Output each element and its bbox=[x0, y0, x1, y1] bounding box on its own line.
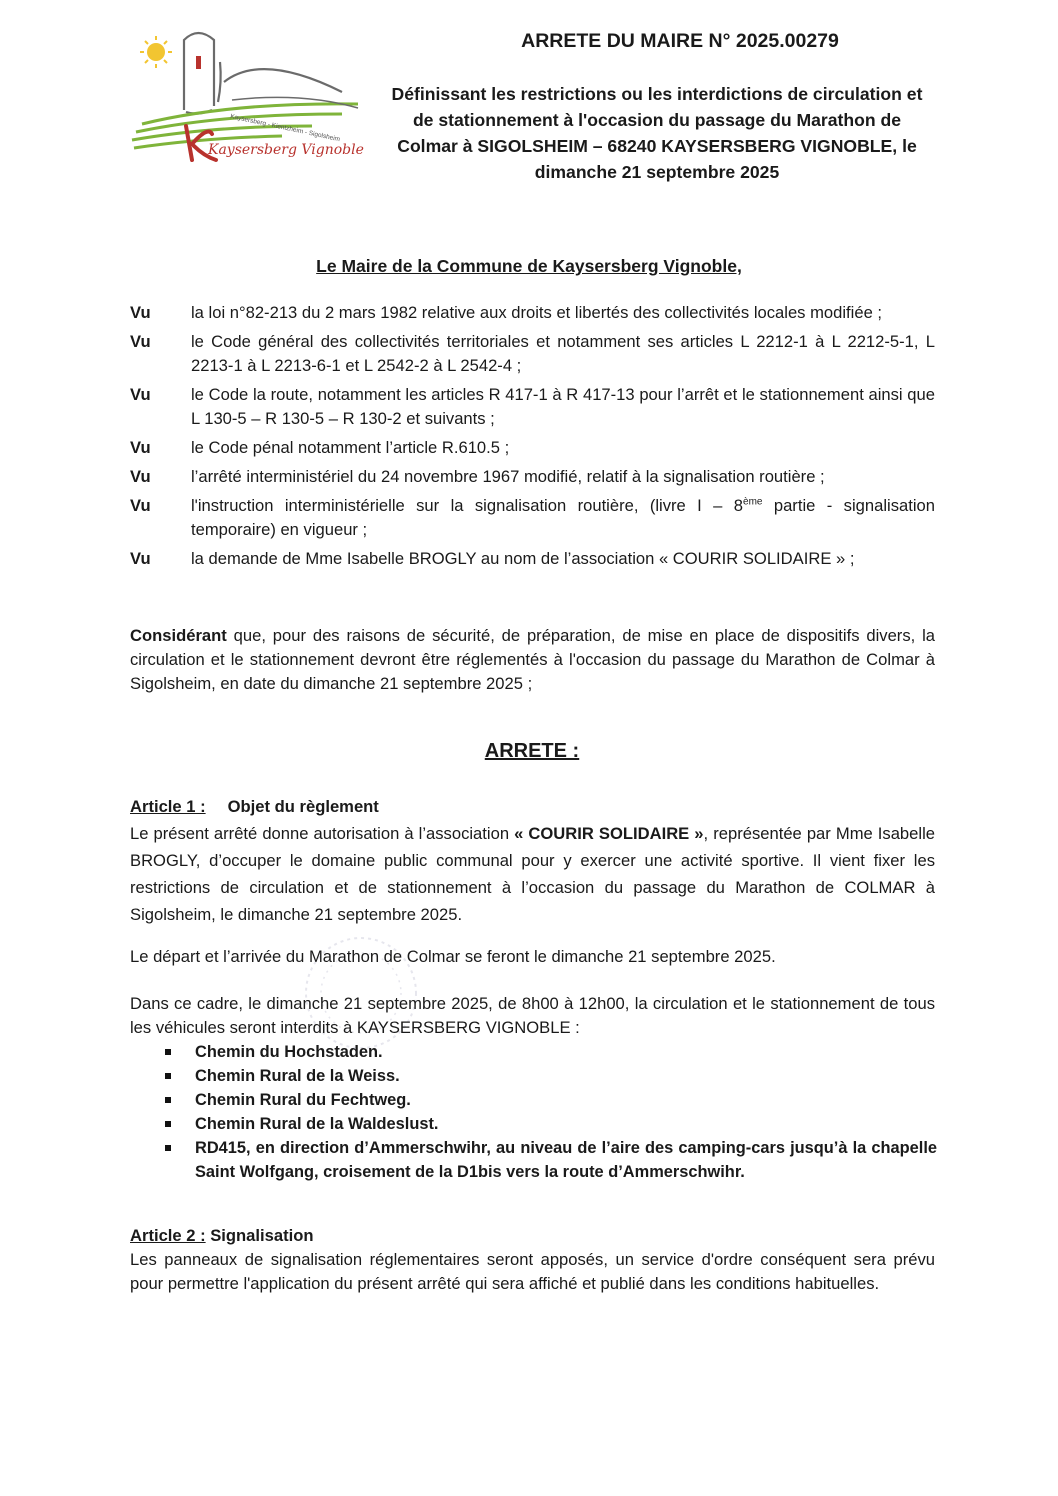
closed-roads-list bbox=[165, 1040, 937, 1184]
association-name: « COURIR SOLIDAIRE » bbox=[514, 824, 704, 843]
decree-subtitle bbox=[372, 81, 942, 185]
considerant-text: que, pour des raisons de sécurité, de préparation, de mise en place de dispositifs divers, la circulation et le stationnement devront être réglementés à l'occasion du passage du Marathon de Colmar à Sigolsheim, en date du dimanche 21 septembre 2025 ; bbox=[130, 626, 935, 693]
arrete-heading: ARRETE : bbox=[484, 740, 580, 762]
list-item bbox=[165, 1136, 937, 1184]
article-2-heading bbox=[130, 1224, 935, 1248]
vu-label: Vu bbox=[130, 332, 151, 351]
vu-item bbox=[130, 330, 935, 378]
subtitle-line: de stationnement à l'occasion du passage du Marathon de bbox=[412, 110, 902, 130]
road-name: Chemin Rural de la Weiss. bbox=[195, 1067, 400, 1085]
vu-label: Vu bbox=[130, 549, 151, 568]
vu-item bbox=[130, 465, 935, 489]
sun-icon bbox=[140, 36, 172, 68]
vu-text: le Code la route, notamment les articles R 417-1 à R 417-13 pour l’arrêt et le stationnement ainsi que L 130-5 – R 130-5 – R 130-2 et suivants ; bbox=[191, 385, 935, 428]
subtitle-line: Colmar à SIGOLSHEIM – 68240 KAYSERSBERG VIGNOBLE, le bbox=[397, 136, 917, 156]
article-title: Signalisation bbox=[205, 1226, 314, 1245]
considerant-paragraph bbox=[130, 624, 935, 696]
article-1 bbox=[130, 793, 935, 928]
article-1-paragraph-2: Le départ et l’arrivée du Marathon de Colmar se feront le dimanche 21 septembre 2025. bbox=[130, 947, 776, 966]
vu-label: Vu bbox=[130, 496, 151, 515]
list-item bbox=[165, 1064, 937, 1088]
logo-text: Kaysersberg Vignoble bbox=[208, 142, 364, 158]
logo-ribbon-text: Kaysersberg - Kientzheim - Sigolsheim bbox=[229, 113, 341, 144]
subtitle-line: Définissant les restrictions ou les interdictions de circulation et bbox=[391, 84, 923, 104]
superscript: ème bbox=[743, 496, 763, 508]
vu-text: le Code général des collectivités territoriales et notamment ses articles L 2212-1 à L 2212-5-1, L 2213-1 à L 2213-6-1 et L 2542-2 à L 2542-4 ; bbox=[191, 332, 935, 375]
bullet-icon bbox=[165, 1121, 171, 1127]
vu-label: Vu bbox=[130, 438, 151, 457]
vu-text-part: l'instruction interministérielle sur la signalisation routière, (livre I – 8 bbox=[191, 496, 744, 515]
list-item bbox=[165, 1040, 937, 1064]
article-label: Article 2 : bbox=[130, 1226, 206, 1245]
bullet-icon bbox=[165, 1145, 171, 1151]
text-run: , représentée par Mme Isabelle BROGLY, d’occuper le domaine public communal pour y exercer une activité sportive. Il vient fixer les restrictions de circulation et de stationnement à l’occasion du passage du Marathon de COLMAR à Sigolsheim, le dimanche 21 septembre 2025. bbox=[130, 824, 935, 924]
vu-label: Vu bbox=[130, 385, 151, 404]
vu-label: Vu bbox=[130, 303, 151, 322]
road-name: Chemin Rural du Fechtweg. bbox=[195, 1091, 411, 1109]
vu-item bbox=[130, 383, 935, 431]
list-item bbox=[165, 1112, 937, 1136]
bullet-icon bbox=[165, 1097, 171, 1103]
vu-text-part: partie - signalisation temporaire) en vigueur ; bbox=[191, 496, 935, 539]
vu-text: la demande de Mme Isabelle BROGLY au nom de l’association « COURIR SOLIDAIRE » ; bbox=[191, 549, 855, 568]
vu-text bbox=[191, 494, 935, 542]
article-1-paragraph-3: Dans ce cadre, le dimanche 21 septembre 2025, de 8h00 à 12h00, la circulation et le stationnement de tous les véhicules seront interdits à KAYSERSBERG VIGNOBLE : bbox=[130, 994, 935, 1037]
subtitle-line: dimanche 21 septembre 2025 bbox=[534, 162, 780, 182]
vu-label: Vu bbox=[130, 467, 151, 486]
vu-list bbox=[130, 301, 935, 576]
mayor-heading: Le Maire de la Commune de Kaysersberg Vignoble, bbox=[316, 256, 742, 276]
kaysersberg-vignoble-logo bbox=[112, 22, 364, 172]
road-name: Chemin Rural de la Waldeslust. bbox=[195, 1115, 439, 1133]
text-run: Le présent arrêté donne autorisation à l’association bbox=[130, 824, 515, 843]
bullet-icon bbox=[165, 1049, 171, 1055]
vu-text: la loi n°82-213 du 2 mars 1982 relative aux droits et libertés des collectivités locales modifiée ; bbox=[191, 303, 883, 322]
article-title: Objet du règlement bbox=[227, 797, 379, 816]
vu-item bbox=[130, 436, 935, 460]
article-2-paragraph: Les panneaux de signalisation réglementaires seront apposés, un service d'ordre conséquent sera prévu pour permettre l'application du présent arrêté qui sera affiché et publié dans les conditions habituelles. bbox=[130, 1250, 935, 1293]
decree-number: ARRETE DU MAIRE N° 2025.00279 bbox=[521, 30, 839, 52]
article-2 bbox=[130, 1224, 935, 1296]
vu-item bbox=[130, 301, 935, 325]
bullet-icon bbox=[165, 1073, 171, 1079]
article-1-paragraph-1 bbox=[130, 820, 935, 928]
tower-icon bbox=[184, 33, 342, 114]
vu-text: l’arrêté interministériel du 24 novembre 1967 modifié, relatif à la signalisation routière ; bbox=[191, 467, 825, 486]
considerant-lead: Considérant bbox=[130, 626, 227, 645]
road-name: Chemin du Hochstaden. bbox=[195, 1043, 383, 1061]
article-label: Article 1 : bbox=[130, 797, 206, 816]
vu-text: le Code pénal notamment l’article R.610.5 ; bbox=[191, 438, 510, 457]
vu-item bbox=[130, 547, 935, 571]
list-item bbox=[165, 1088, 937, 1112]
vu-item bbox=[130, 494, 935, 542]
article-1-heading bbox=[130, 793, 935, 820]
road-name: RD415, en direction d’Ammerschwihr, au niveau de l’aire des camping-cars jusqu’à la chapelle Saint Wolfgang, croisement de la D1bis vers la route d’Ammerschwihr. bbox=[195, 1139, 937, 1181]
